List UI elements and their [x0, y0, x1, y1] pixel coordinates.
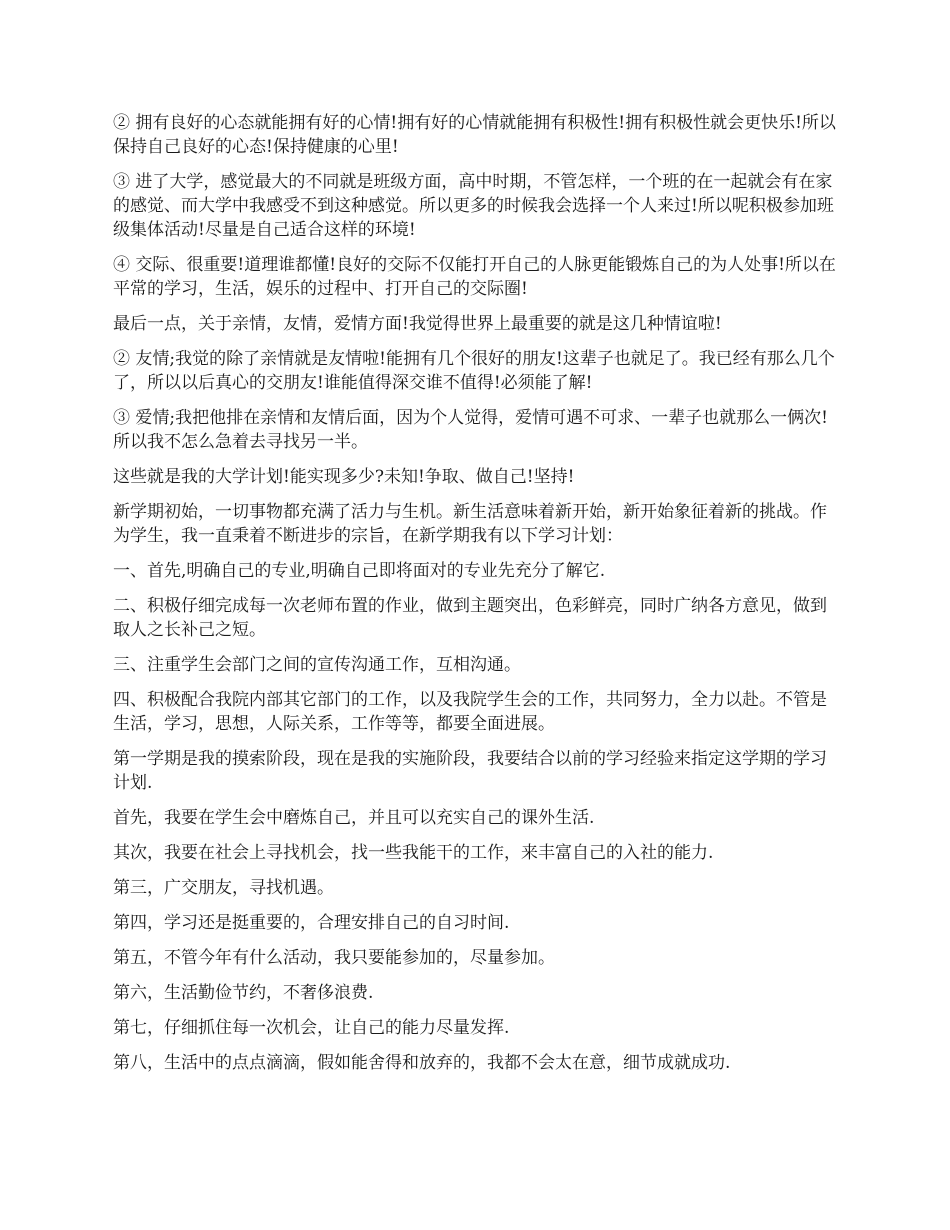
paragraph: ③ 进了大学，感觉最大的不同就是班级方面，高中时期，不管怎样，一个班的在一起就会有在家的感觉、而大学中我感受不到这种感觉。所以更多的时候我会选择一个人来过!所以呢积极参加班级集体活动!尽量是自己适合这样的环境!	[113, 172, 834, 240]
paragraph: 其次，我要在社会上寻找机会，找一些我能干的工作，来丰富自己的入社的能力.	[113, 843, 714, 863]
paragraph: 第八，生活中的点点滴滴，假如能舍得和放弃的，我都不会太在意，细节成就成功.	[113, 1053, 731, 1073]
paragraph: 这些就是我的大学计划!能实现多少?未知!争取、做自己!坚持!	[113, 467, 575, 487]
paragraph: 第一学期是我的摸索阶段，现在是我的实施阶段，我要结合以前的学习经验来指定这学期的学习计划.	[113, 749, 827, 793]
paragraph: 第五，不管今年有什么活动，我只要能参加的，尽量参加。	[113, 948, 555, 968]
paragraph: 第三，广交朋友，寻找机遇。	[113, 878, 334, 898]
paragraph: ② 友情;我觉的除了亲情就是友情啦!能拥有几个很好的朋友!这辈子也就足了。我已经有那么几个了，所以以后真心的交朋友!谁能值得深交谁不值得!必须能了解!	[113, 349, 835, 393]
paragraph: ③ 爱情;我把他排在亲情和友情后面，因为个人觉得，爱情可遇不可求、一辈子也就那么一俩次!所以我不怎么急着去寻找另一半。	[113, 408, 828, 452]
paragraph: 第四，学习还是挺重要的，合理安排自己的自习时间.	[113, 913, 510, 933]
paragraph: 第六，生活勤俭节约，不奢侈浪费.	[113, 983, 374, 1003]
paragraph: ② 拥有良好的心态就能拥有好的心情!拥有好的心情就能拥有积极性!拥有积极性就会更快乐!所以保持自己良好的心态!保持健康的心里!	[113, 113, 836, 157]
paragraph: 第七，仔细抓住每一次机会，让自己的能力尽量发挥.	[113, 1018, 510, 1038]
paragraph: 最后一点，关于亲情，友情，爱情方面!我觉得世界上最重要的就是这几种情谊啦!	[113, 314, 722, 334]
paragraph: 一、首先,明确自己的专业,明确自己即将面对的专业先充分了解它.	[113, 561, 606, 581]
paragraph: 首先，我要在学生会中磨炼自己，并且可以充实自己的课外生活.	[113, 808, 595, 828]
paragraph: 新学期初始，一切事物都充满了活力与生机。新生活意味着新开始，新开始象征着新的挑战。作为学生，我一直秉着不断进步的宗旨，在新学期我有以下学习计划：	[113, 502, 827, 546]
document-page	[113, 111, 841, 1086]
paragraph: 二、积极仔细完成每一次老师布置的作业，做到主题突出，色彩鲜亮，同时广纳各方意见，做到取人之长补己之短。	[113, 596, 827, 640]
paragraph: 三、注重学生会部门之间的宣传沟通工作，互相沟通。	[113, 655, 521, 675]
paragraph: 四、积极配合我院内部其它部门的工作，以及我院学生会的工作，共同努力，全力以赴。不管是生活，学习，思想，人际关系，工作等等，都要全面进展。	[113, 690, 827, 734]
paragraph: ④ 交际、很重要!道理谁都懂!良好的交际不仅能打开自己的人脉更能锻炼自己的为人处事!所以在平常的学习，生活，娱乐的过程中、打开自己的交际圈!	[113, 255, 836, 299]
